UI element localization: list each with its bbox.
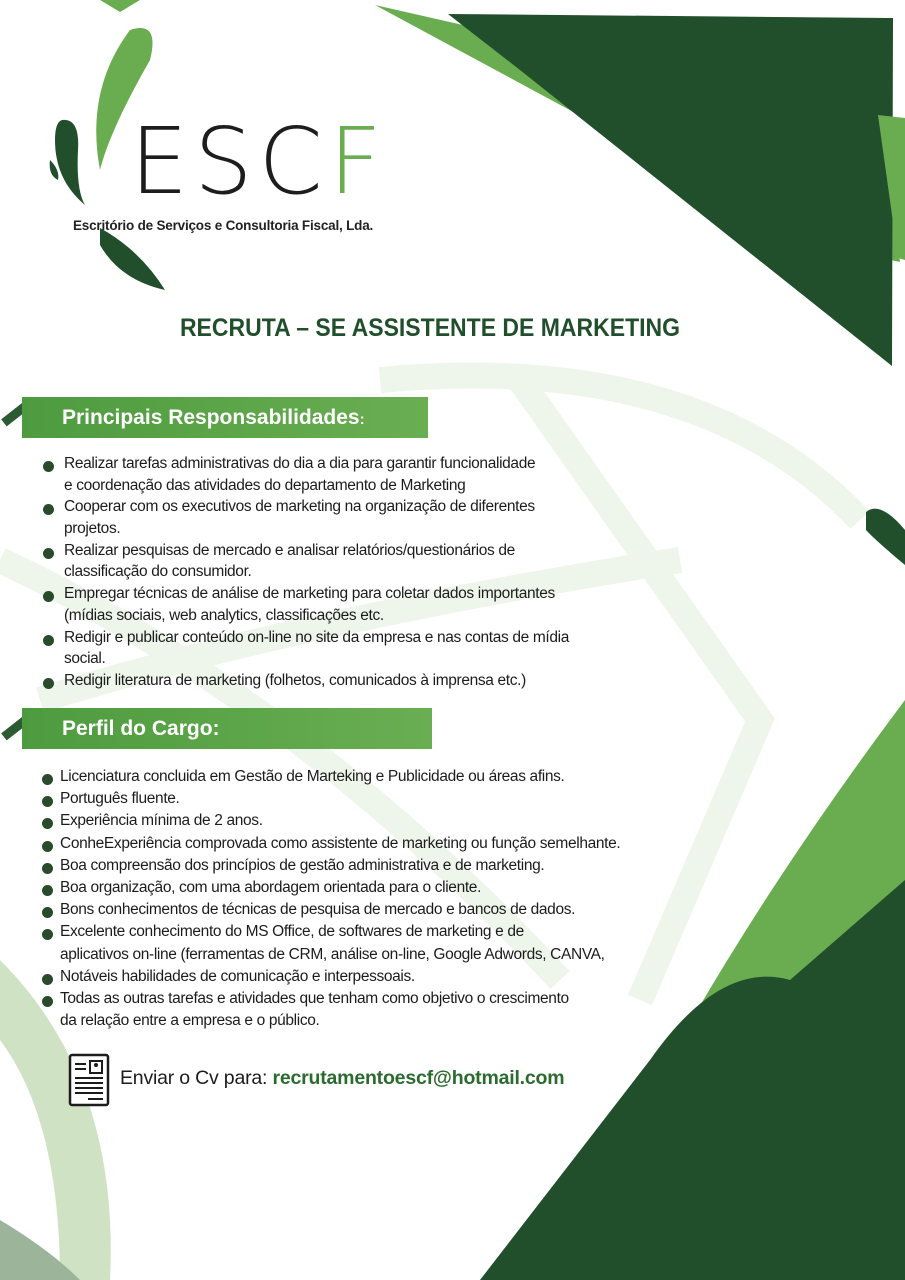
page-title: RECRUTA – SE ASSISTENTE DE MARKETING — [179, 314, 681, 342]
list-item — [40, 670, 569, 692]
list-item — [40, 855, 620, 877]
list-item-line: Boa compreensão dos princípios de gestão administrativa e de marketing. — [60, 856, 545, 874]
logo-wordmark — [130, 108, 388, 215]
list-item-line: social. — [64, 650, 106, 668]
list-item-line: Português fluente. — [60, 790, 180, 808]
list-item-line: (mídias sociais, web analytics, classificações etc. — [64, 606, 384, 624]
list-item-line: Empregar técnicas de análise de marketing para coletar dados importantes — [64, 585, 555, 603]
list-item — [40, 627, 569, 670]
list-item — [40, 899, 620, 921]
logo-letters: ESC — [130, 108, 329, 215]
list-item-line: classificação do consumidor. — [64, 563, 252, 581]
list-item-line: Redigir literatura de marketing (folhetos, comunicados à imprensa etc.) — [64, 671, 526, 689]
list-item-line: Realizar pesquisas de mercado e analisar relatórios/questionários de — [64, 541, 515, 559]
list-item-line: Redigir e publicar conteúdo on-line no site da empresa e nas contas de mídia — [64, 628, 570, 646]
section-heading-responsibilities — [22, 397, 428, 438]
list-item-line: Notáveis habilidades de comunicação e interpessoais. — [60, 967, 415, 985]
heading-text: Principais Responsabilidades — [62, 406, 360, 429]
company-tagline: Escritório de Serviços e Consultoria Fiscal, Lda. — [73, 218, 374, 233]
list-item — [40, 921, 620, 965]
list-item — [40, 453, 569, 496]
responsibilities-list — [40, 453, 569, 692]
heading-text: Perfil do Cargo: — [62, 717, 220, 740]
profile-list — [40, 766, 620, 1032]
list-item — [40, 833, 620, 855]
list-item-line: Realizar tarefas administrativas do dia a dia para garantir funcionalidade — [64, 455, 536, 472]
list-item-line: Bons conhecimentos de técnicas de pesquisa de mercado e bancos de dados. — [60, 901, 576, 919]
list-item — [40, 810, 620, 832]
list-item-line: da relação entre a empresa e o público. — [60, 1012, 320, 1030]
list-item-line: Excelente conhecimento do MS Office, de softwares de marketing e de — [60, 923, 524, 941]
list-item — [40, 966, 620, 988]
list-item-line: projetos. — [64, 520, 121, 538]
list-item — [40, 540, 569, 583]
logo-letter-f: F — [328, 108, 388, 215]
list-item-line: e coordenação das atividades do departamento de Marketing — [64, 476, 466, 494]
list-item-line: Cooperar com os executivos de marketing na organização de diferentes — [64, 498, 535, 516]
section-heading-profile — [22, 708, 432, 749]
list-item — [40, 877, 620, 899]
list-item — [40, 988, 620, 1032]
contact-line — [120, 1067, 564, 1090]
resume-document-icon — [68, 1053, 112, 1107]
list-item — [40, 788, 620, 810]
list-item-line: Todas as outras tarefas e atividades que tenham como objetivo o crescimento — [60, 989, 569, 1007]
list-item — [40, 583, 569, 626]
contact-label: Enviar o Cv para: — [120, 1067, 273, 1089]
list-item — [40, 766, 620, 788]
list-item-line: Licenciatura concluida em Gestão de Marteking e Publicidade ou áreas afins. — [60, 768, 565, 785]
list-item-line: Boa organização, com uma abordagem orientada para o cliente. — [60, 878, 482, 896]
heading-suffix: : — [359, 411, 365, 428]
list-item-line: aplicativos on-line (ferramentas de CRM, análise on-line, Google Adwords, CANVA, — [60, 945, 605, 963]
list-item-line: ConheExperiência comprovada como assistente de marketing ou função semelhante. — [60, 834, 621, 852]
list-item — [40, 496, 569, 539]
contact-email-link[interactable]: recrutamentoescf@hotmail.com — [272, 1067, 565, 1089]
list-item-line: Experiência mínima de 2 anos. — [60, 812, 263, 830]
